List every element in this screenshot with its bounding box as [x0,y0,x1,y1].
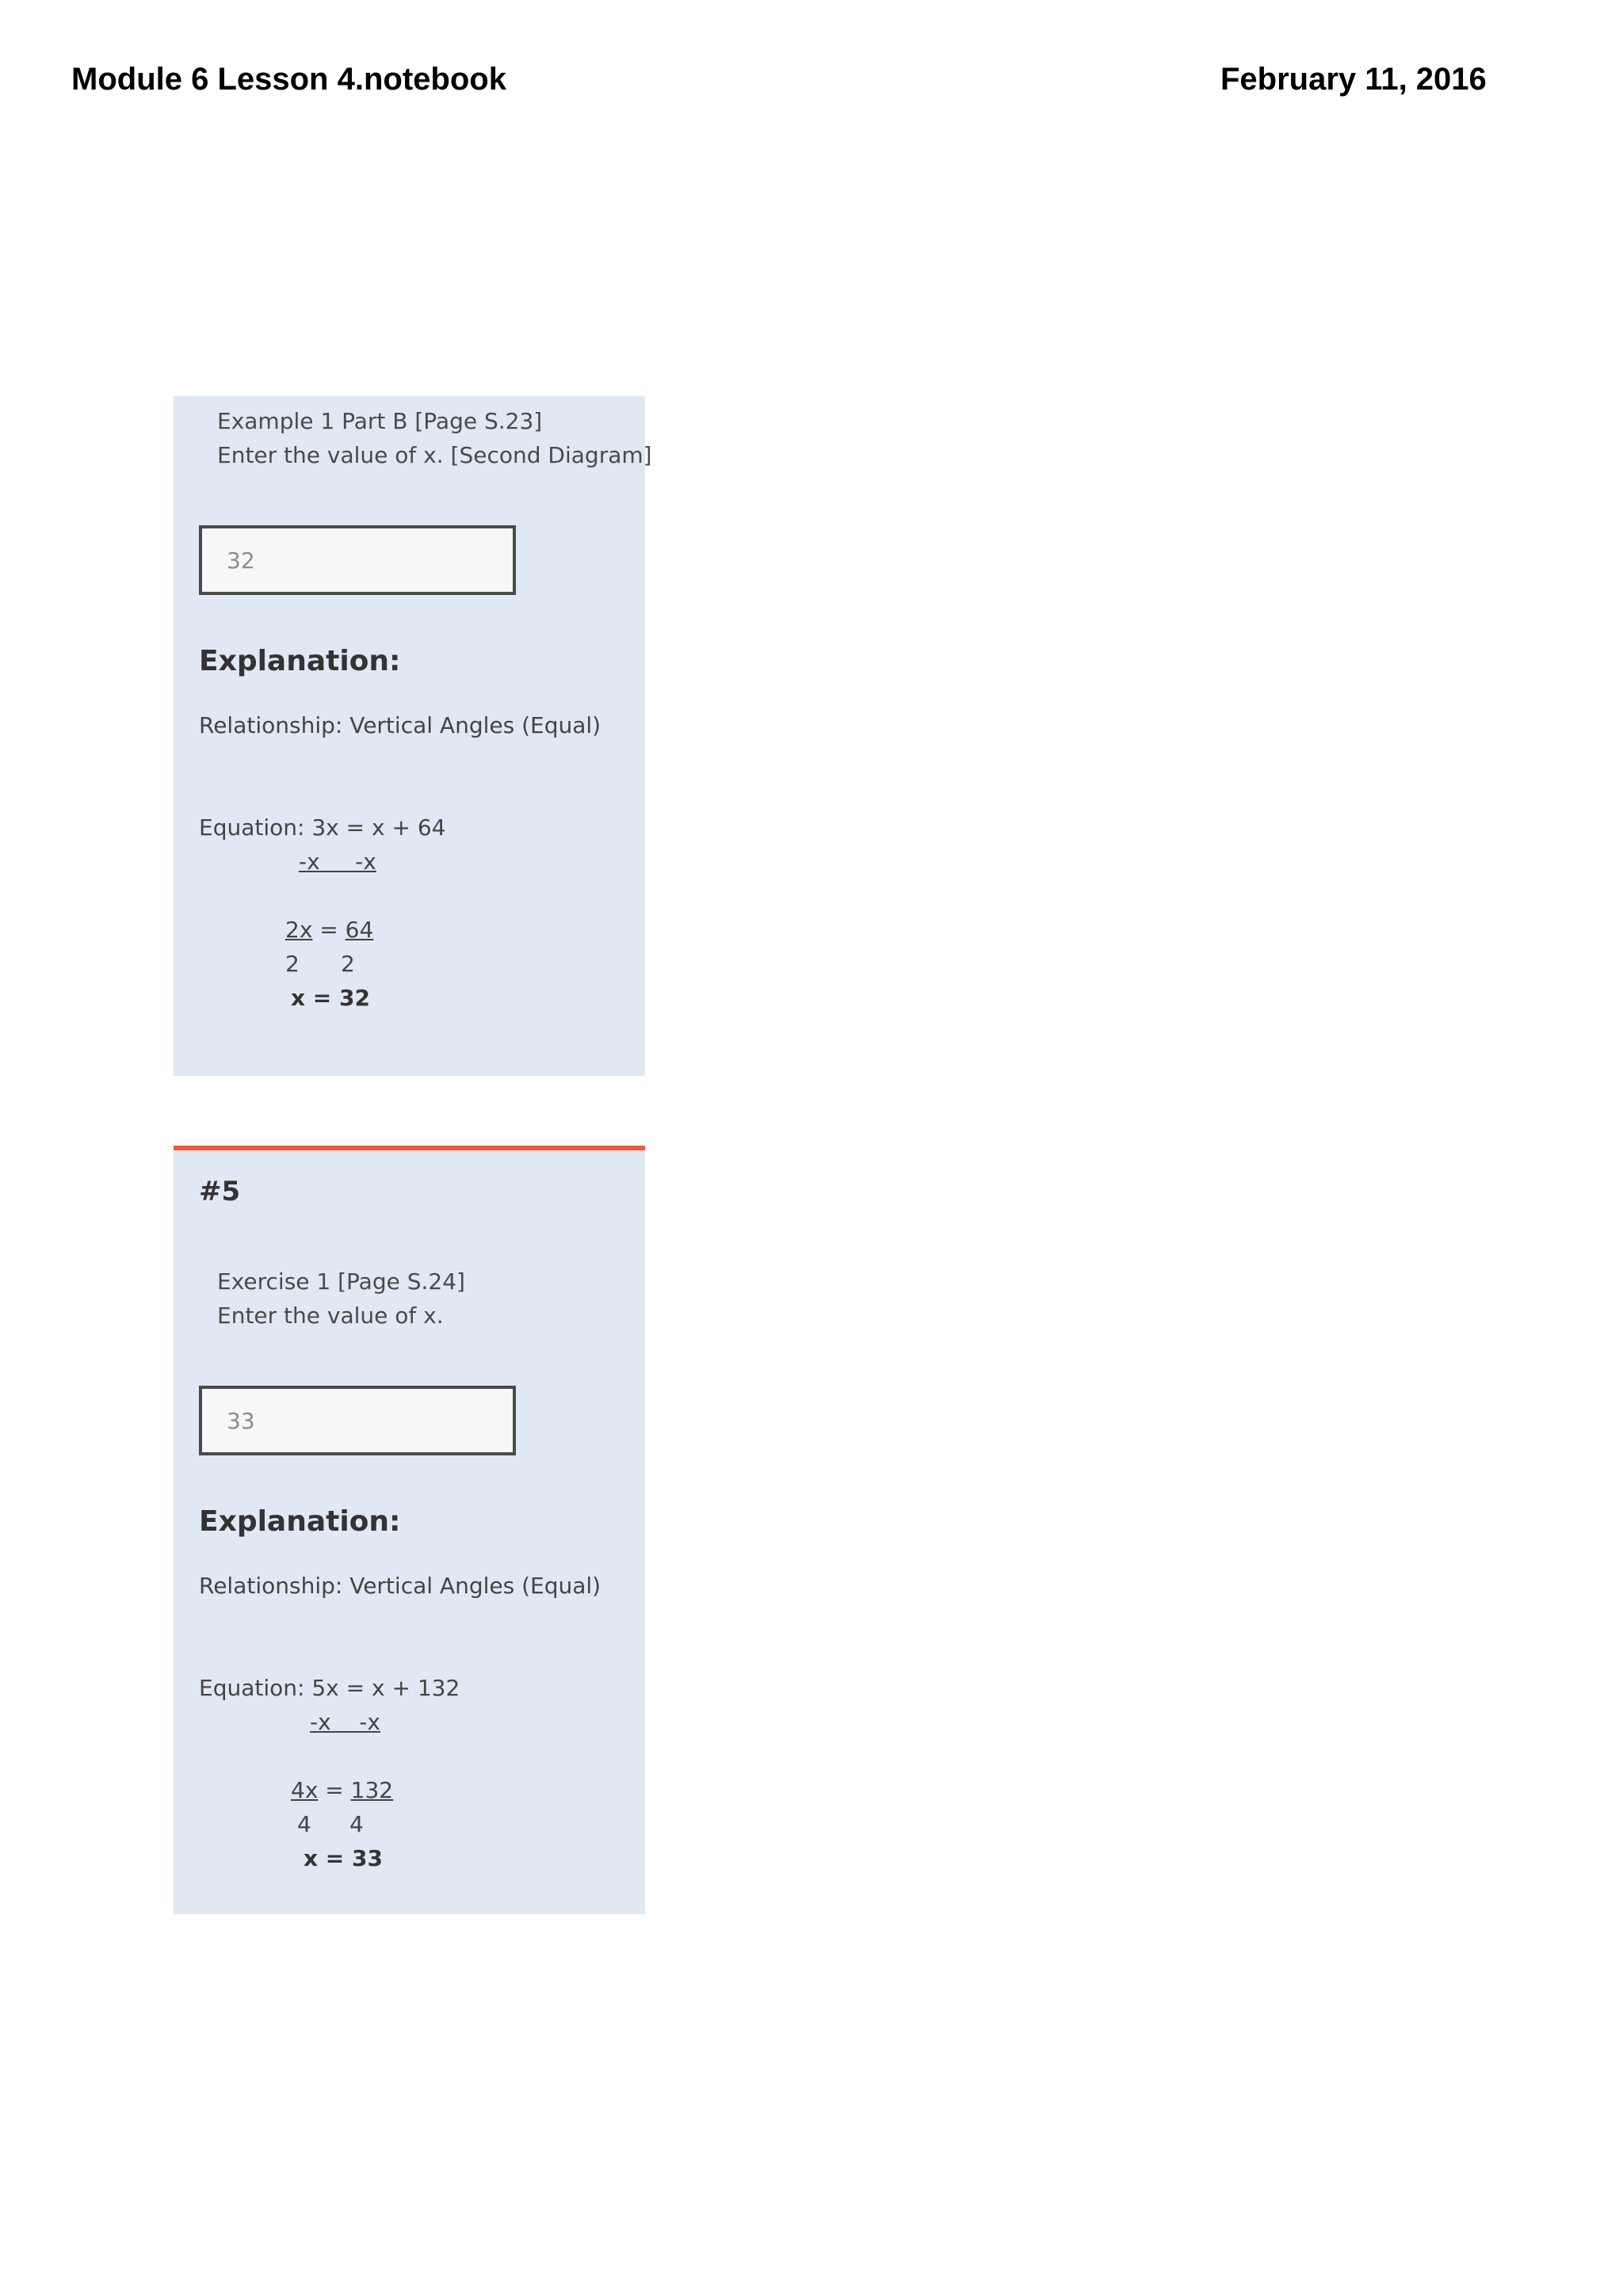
subtract-step: -x -x [310,1709,380,1735]
answer-input[interactable] [199,1386,516,1455]
equation-text: Equation: 5x = x + 132 [199,1675,460,1701]
equation-text: Equation: 3x = x + 64 [199,814,446,841]
question-number: #5 [199,1176,241,1207]
division-step [285,917,373,943]
answer-value: 33 [227,1408,255,1434]
divisor-left: 2 [285,951,300,977]
divisor-right: 2 [341,951,355,977]
question-prompt-line-2: Enter the value of x. [217,1302,444,1329]
divisor-right: 4 [349,1811,364,1837]
divisor-left: 4 [297,1811,311,1837]
division-equals: = [325,1777,344,1803]
subtract-step: -x -x [299,849,376,875]
question-card-5 [174,1146,645,1914]
answer-value: 32 [227,547,255,574]
result-text: x = 33 [304,1845,383,1871]
relationship-text: Relationship: Vertical Angles (Equal) [199,712,601,738]
relationship-text: Relationship: Vertical Angles (Equal) [199,1573,601,1599]
document-title: Module 6 Lesson 4.notebook [71,62,506,97]
division-lhs: 2x [285,917,313,943]
division-rhs: 132 [350,1777,394,1803]
answer-input[interactable] [199,525,516,595]
question-prompt-line-1: Example 1 Part B [Page S.23] [217,408,543,434]
question-card-example-1b [174,396,652,1076]
division-rhs: 64 [345,917,374,943]
document-header [71,62,1496,106]
document-date: February 11, 2016 [1220,62,1487,97]
explanation-heading: Explanation: [199,645,401,677]
division-step [291,1777,393,1803]
question-prompt-line-2: Enter the value of x. [Second Diagram] [217,442,652,468]
result-text: x = 32 [291,985,370,1011]
question-prompt-line-1: Exercise 1 [Page S.24] [217,1268,465,1295]
explanation-heading: Explanation: [199,1505,401,1538]
division-equals: = [319,917,338,943]
division-lhs: 4x [291,1777,319,1803]
